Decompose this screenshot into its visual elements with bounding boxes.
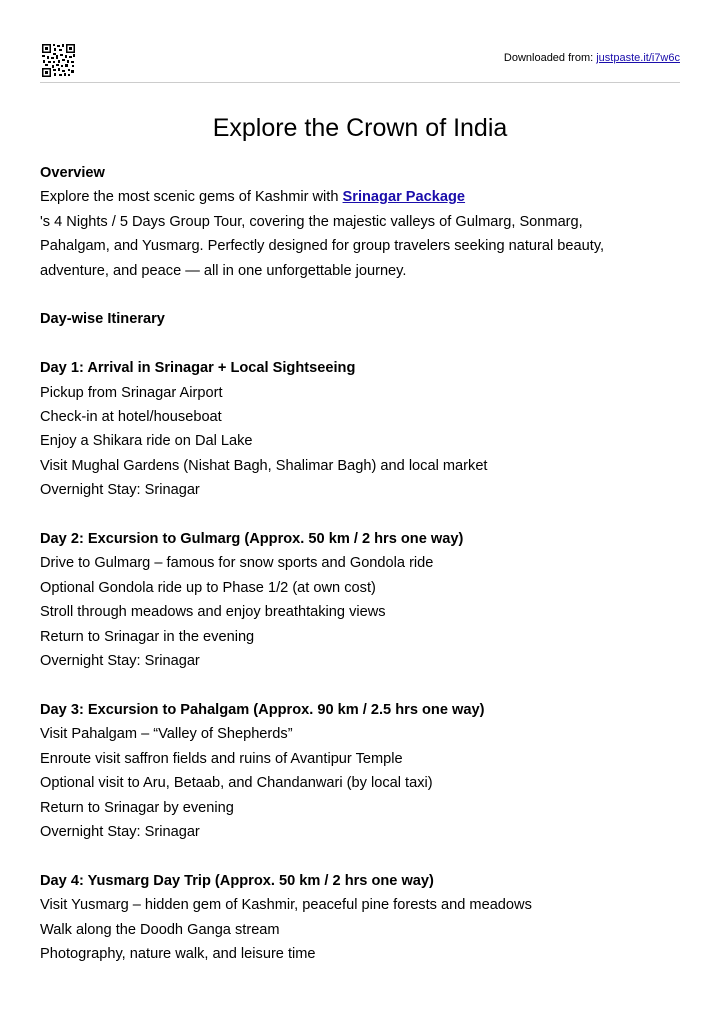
itinerary-item: Optional Gondola ride up to Phase 1/2 (at own cost) — [40, 579, 376, 596]
itinerary-item: Overnight Stay: Srinagar — [40, 482, 200, 499]
srinagar-package-link[interactable]: Srinagar Package — [342, 189, 466, 206]
overview-line: 's 4 Nights / 5 Days Group Tour, covering the majestic valleys of Gulmarg, Sonmarg, — [40, 213, 583, 230]
itinerary-item: Check-in at hotel/houseboat — [40, 409, 222, 426]
source-link[interactable]: justpaste.it/i7w6c — [596, 52, 680, 64]
page-header — [40, 44, 680, 83]
itinerary-item: Overnight Stay: Srinagar — [40, 823, 200, 840]
overview-line: Pahalgam, and Yusmarg. Perfectly designed for group travelers seeking natural beauty, — [40, 238, 605, 255]
itinerary-item: Walk along the Doodh Ganga stream — [40, 921, 280, 938]
document-body — [40, 161, 680, 966]
itinerary-item: Pickup from Srinagar Airport — [40, 384, 223, 401]
qr-code-icon — [42, 44, 75, 77]
overview-line: adventure, and peace — all in one unforgettable journey. — [40, 262, 407, 279]
itinerary-heading: Day-wise Itinerary — [40, 311, 165, 328]
day-heading: Day 2: Excursion to Gulmarg (Approx. 50 km / 2 hrs one way) — [40, 531, 464, 548]
itinerary-item: Enroute visit saffron fields and ruins of Avantipur Temple — [40, 750, 403, 767]
day-heading: Day 3: Excursion to Pahalgam (Approx. 90 km / 2.5 hrs one way) — [40, 701, 485, 718]
itinerary-item: Stroll through meadows and enjoy breathtaking views — [40, 604, 386, 621]
overview-intro-line — [40, 185, 680, 209]
day-heading: Day 1: Arrival in Srinagar + Local Sightseeing — [40, 360, 356, 377]
itinerary-item: Optional visit to Aru, Betaab, and Chandanwari (by local taxi) — [40, 775, 433, 792]
itinerary-item: Return to Srinagar by evening — [40, 799, 234, 816]
itinerary-item: Return to Srinagar in the evening — [40, 628, 255, 645]
overview-heading: Overview — [40, 165, 105, 181]
day-heading: Day 4: Yusmarg Day Trip (Approx. 50 km / 2 hrs one way) — [40, 872, 434, 889]
itinerary-item: Photography, nature walk, and leisure time — [40, 945, 316, 962]
itinerary-item: Enjoy a Shikara ride on Dal Lake — [40, 433, 253, 450]
downloaded-from — [504, 52, 680, 64]
overview-intro: Explore the most scenic gems of Kashmir with — [40, 189, 339, 206]
downloaded-from-label: Downloaded from: — [503, 52, 594, 64]
itinerary-item: Visit Yusmarg – hidden gem of Kashmir, peaceful pine forests and meadows — [40, 897, 532, 914]
itinerary-item: Visit Pahalgam – “Valley of Shepherds” — [40, 726, 293, 743]
itinerary-item: Overnight Stay: Srinagar — [40, 653, 200, 670]
itinerary-item: Drive to Gulmarg – famous for snow sports and Gondola ride — [40, 555, 434, 572]
itinerary-item: Visit Mughal Gardens (Nishat Bagh, Shalimar Bagh) and local market — [40, 457, 488, 474]
page-title: Explore the Crown of India — [212, 114, 508, 142]
